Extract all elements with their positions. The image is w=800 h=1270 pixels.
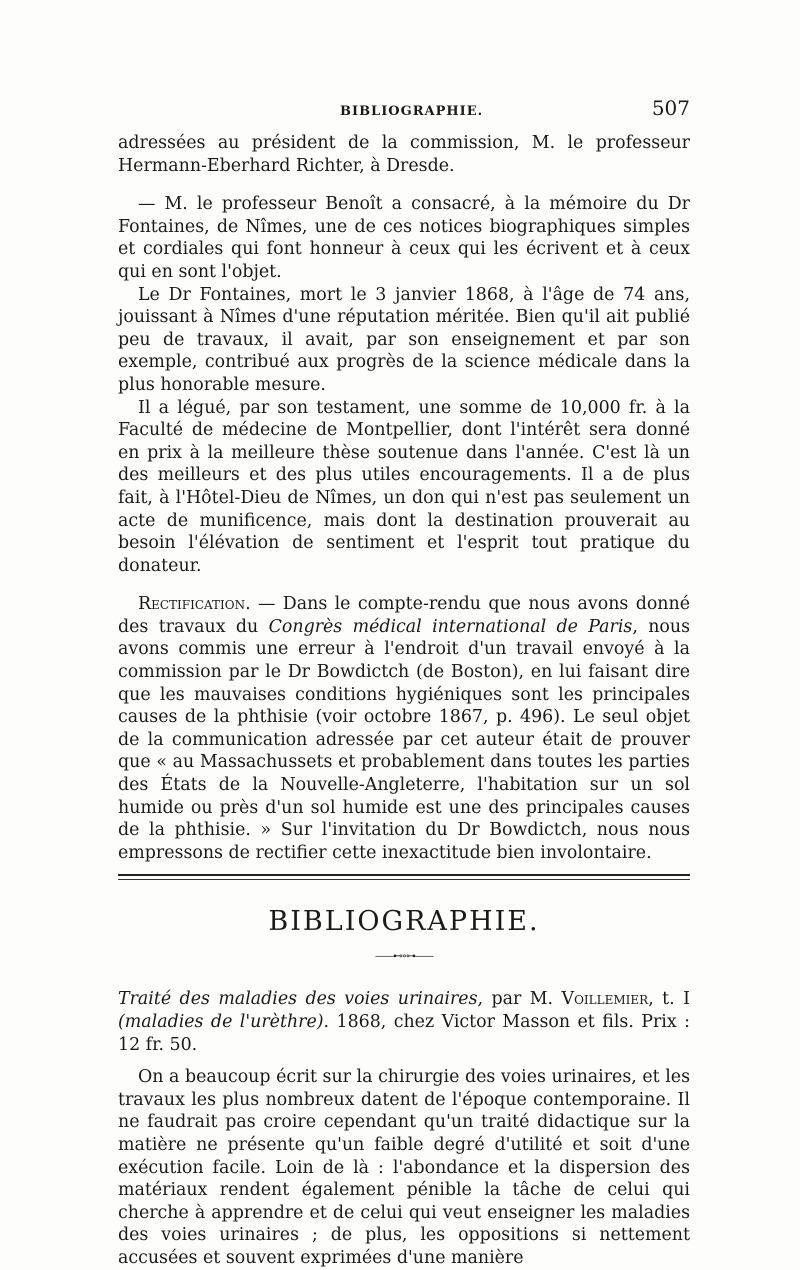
rectification-text-a: — Dans le compte-rendu que nous avons donné des travaux du (118, 594, 690, 637)
section-divider (118, 874, 690, 880)
reference-by: , par M. (477, 989, 562, 1010)
ornament-divider: ——⊷∘⊶—— (375, 951, 433, 963)
paragraph-continuation: adressées au président de la commission, M. le professeur Hermann-Eberhard Richter, à Dresde. (118, 133, 690, 176)
rectification-text-b: , nous avons commis une erreur à l'endroit d'un travail envoyé à la commission par le Dr Bowdictch (de Boston), en lui faisant dire que les mauvaises conditions hygiéniques sont les principales causes de la phthisie (voir octobre 1867, p. 496). Le seul objet de la communication adressée par cet auteur était de prouver que « au Massachussets et probablement dans toutes les parties des États de la Nouvelle-Angleterre, l'habitation sur un sol humide ou près d'un sol humide est une des principales causes de la phthisie. » Sur l'invitation du Dr Bowdictch, nous nous empressons de rectifier cette inexactitude bien involontaire. (118, 616, 691, 863)
congress-name: Congrès médical international de Paris (268, 616, 633, 637)
review-body (118, 1066, 690, 1269)
reference-volume: , t. I (648, 989, 690, 1010)
reference-publication: . 1868, chez Victor Masson et fils. Prix : 12 fr. 50. (118, 1012, 690, 1055)
bibliographic-entry (118, 988, 690, 1056)
reference-line (118, 988, 690, 1056)
work-subtitle: (maladies de l'urèthre) (118, 1012, 324, 1032)
work-author: Voillemier (561, 989, 649, 1010)
running-title: BIBLIOGRAPHIE. (340, 104, 484, 119)
double-rule-bottom (118, 879, 690, 880)
paragraph-fontaines-bequest: Il a légué, par son testament, une somme de 10,000 fr. à la Faculté de médecine de Montpellier, dont l'intérêt sera donné en prix à la meilleure thèse soutenue dans l'année. C'est là un des meilleurs et des plus utiles encouragements. Il a de plus fait, à l'Hôtel-Dieu de Nîmes, un don qui n'est pas seulement un acte de munificence, mais dont la destination prouverait au besoin l'élévation de sentiment et l'esprit tout pratique du donateur. (118, 397, 690, 576)
page-body (118, 132, 690, 864)
rectification-label: Rectification. (138, 594, 251, 615)
running-header (340, 96, 690, 120)
paragraph-rectification (118, 593, 690, 864)
section-title: BIBLIOGRAPHIE. (268, 906, 540, 938)
page-number: 507 (651, 96, 690, 120)
paragraph-fontaines-biography: Le Dr Fontaines, mort le 3 janvier 1868, à l'âge de 74 ans, jouissant à Nîmes d'une réputation méritée. Bien qu'il ait publié peu de travaux, il avait, par son enseignement et par son exemple, contribué aux progrès de la science médicale dans la plus honorable mesure. (118, 284, 690, 395)
paragraph-benoit-notice: — M. le professeur Benoît a consacré, à la mémoire du Dr Fontaines, de Nîmes, une de ces notices biographiques simples et cordiales qui font honneur à ceux qui les écrivent et à ceux qui en sont l'objet. (118, 194, 690, 282)
paragraph-review: On a beaucoup écrit sur la chirurgie des voies urinaires, et les travaux les plus nombreux datent de l'époque contemporaine. Il ne faudrait pas croire cependant qu'un traité didactique sur la matière ne présente qu'un faible degré d'utilité et soit d'une exécution facile. Loin de là : l'abondance et la dispersion des matériaux rendent également pénible la tâche de celui qui cherche à apprendre et de celui qui veut enseigner les maladies des voies urinaires ; de plus, les oppositions si nettement accusées et souvent exprimées d'une manière (118, 1067, 690, 1268)
work-title: Traité des maladies des voies urinaires (118, 989, 478, 1010)
